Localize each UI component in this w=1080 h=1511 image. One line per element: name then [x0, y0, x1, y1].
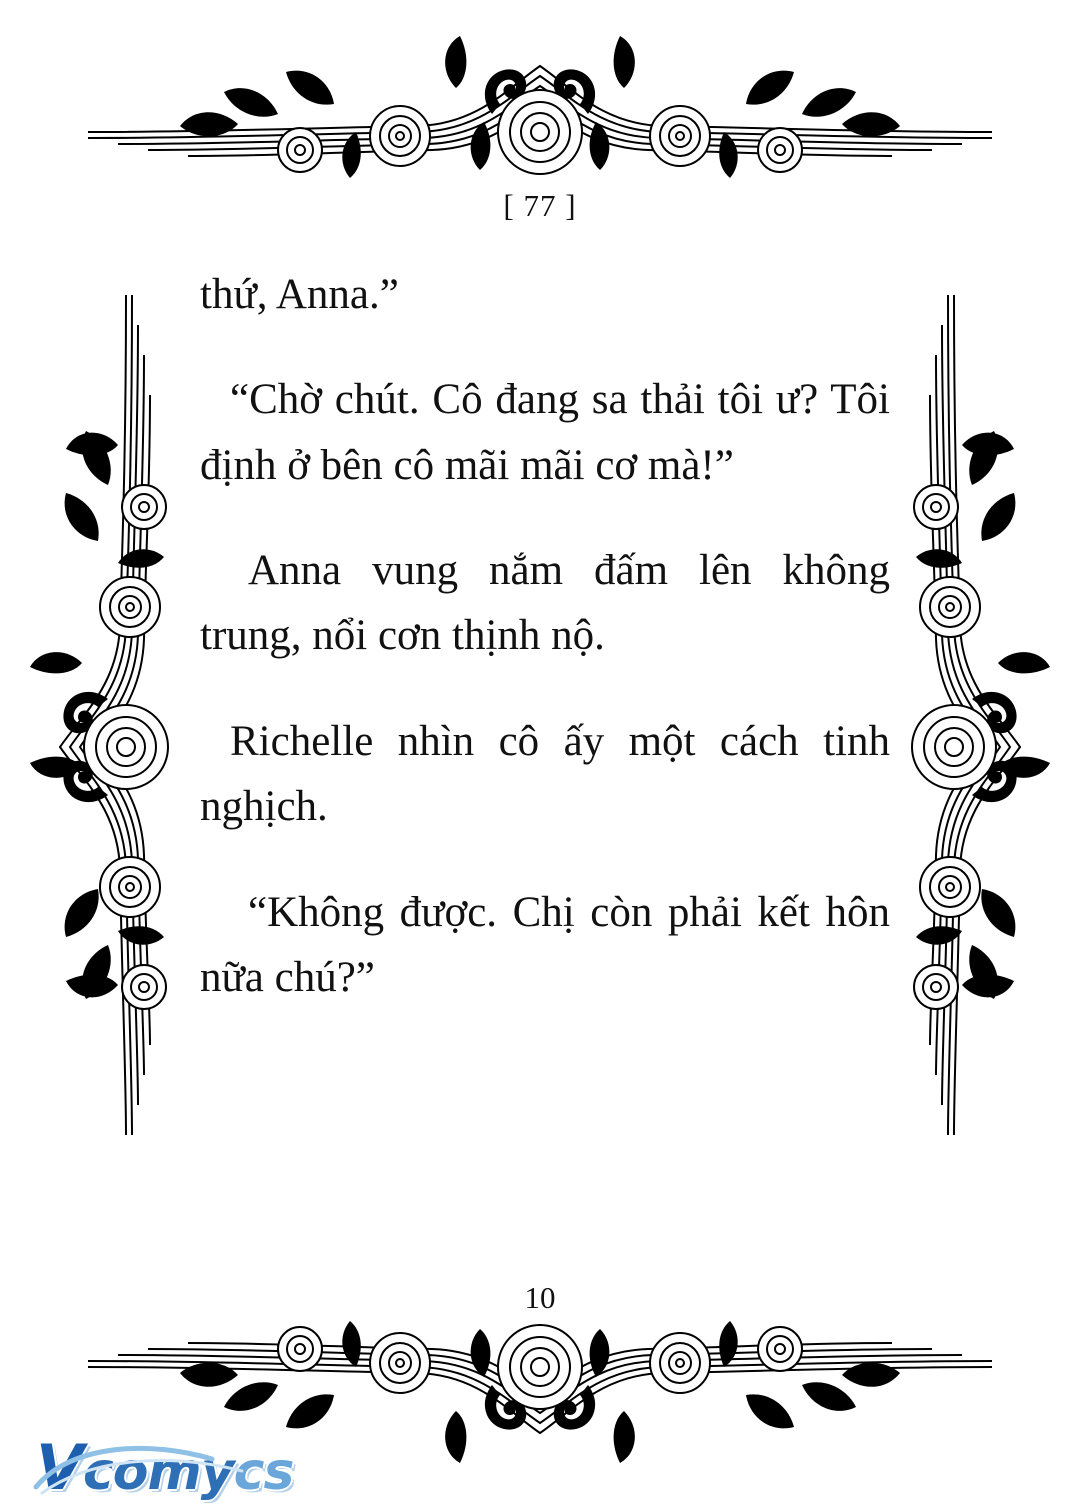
watermark-mid: comy	[82, 1442, 234, 1502]
floral-border-left-icon	[22, 295, 172, 1135]
paragraph-3: Anna vung nắm đấm lên không trung, nổi cơn thịnh nộ.	[200, 547, 890, 660]
page-number: 10	[524, 1280, 556, 1315]
page-content	[200, 262, 890, 1010]
site-watermark	[36, 1421, 294, 1504]
paragraph-4: Richelle nhìn cô ấy một cách tinh nghịch.	[200, 717, 890, 831]
floral-border-right-icon	[908, 295, 1058, 1135]
floral-border-top-icon	[88, 28, 992, 178]
watermark-tail: cs	[233, 1442, 294, 1502]
paragraph-2: “Chờ chút. Cô đang sa thải tôi ư? Tôi định ở bên cô mãi mãi cơ mà!”	[200, 376, 890, 489]
paragraph-1: thứ, Anna.”	[200, 271, 399, 318]
chapter-marker: [ 77 ]	[503, 188, 577, 223]
paragraph-5: “Không được. Chị còn phải kết hôn nữa chú?”	[200, 888, 890, 1001]
watermark-lead: V	[36, 1431, 83, 1504]
